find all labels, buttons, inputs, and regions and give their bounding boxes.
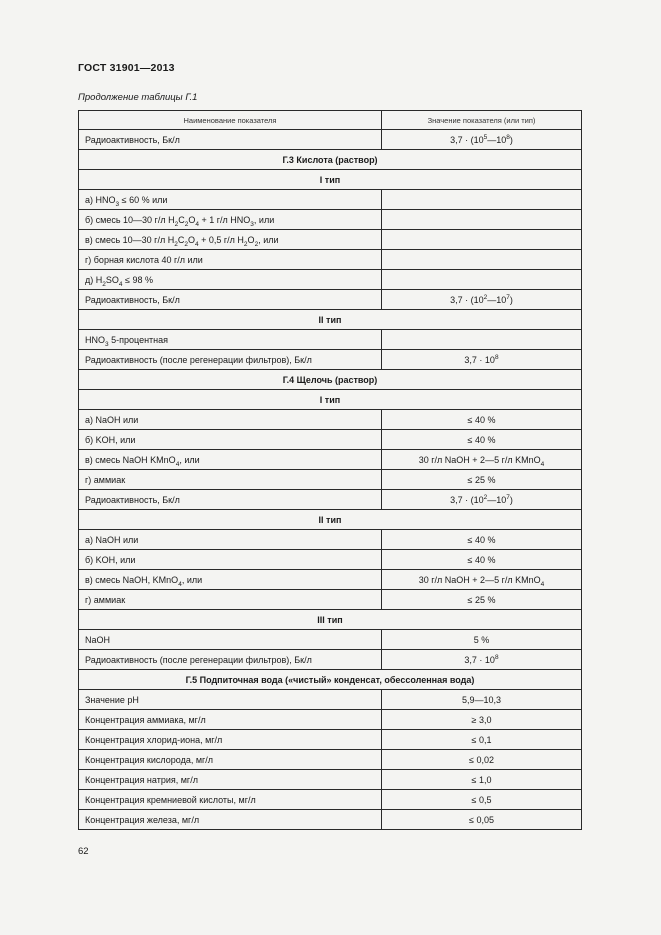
section-title: I тип: [79, 390, 582, 410]
indicator-value: ≥ 3,0: [382, 710, 582, 730]
table-section-row: [79, 150, 582, 170]
indicator-value: [382, 270, 582, 290]
indicator-value: ≤ 40 %: [382, 430, 582, 450]
section-title: Г.3 Кислота (раствор): [79, 150, 582, 170]
indicator-value: [382, 230, 582, 250]
indicator-value: ≤ 0,5: [382, 790, 582, 810]
indicator-name: в) смесь 10—30 г/л $H_2C_2O_4 + 0,5$ г/л $H_2O_2$, или: [79, 230, 382, 250]
section-title: Г.4 Щелочь (раствор): [79, 370, 582, 390]
indicator-name: Значение pH: [79, 690, 382, 710]
table-row: [79, 730, 582, 750]
indicator-name: Радиоактивность, Бк/л: [79, 490, 382, 510]
table-row: [79, 710, 582, 730]
indicator-name: д) $H_2SO_4 \le 98$ %: [79, 270, 382, 290]
table-section-row: [79, 390, 582, 410]
table-row: [79, 530, 582, 550]
table-header-row: [79, 111, 582, 130]
indicator-value: ≤ 40 %: [382, 530, 582, 550]
table-row: [79, 290, 582, 310]
indicator-value: ≤ 0,02: [382, 750, 582, 770]
table-row: [79, 550, 582, 570]
indicator-value: ≤ 0,1: [382, 730, 582, 750]
indicator-name: Концентрация железа, мг/л: [79, 810, 382, 830]
indicator-name: б) смесь 10—30 г/л $H_2C_2O_4 + 1$ г/л $HNO_3$, или: [79, 210, 382, 230]
table-section-row: [79, 170, 582, 190]
table-row: [79, 430, 582, 450]
table-row: [79, 190, 582, 210]
indicator-name: Радиоактивность, Бк/л: [79, 290, 382, 310]
section-title: II тип: [79, 310, 582, 330]
indicator-name: Радиоактивность (после регенерации фильтров), Бк/л: [79, 350, 382, 370]
table-row: [79, 230, 582, 250]
column-header-value: Значение показателя (или тип): [382, 111, 582, 130]
table-row: [79, 490, 582, 510]
indicator-name: г) аммиак: [79, 590, 382, 610]
indicator-value: $3,7 \cdot (10^2—10^7)$: [382, 290, 582, 310]
table-row: [79, 810, 582, 830]
column-header-name: Наименование показателя: [79, 111, 382, 130]
indicator-name: Концентрация хлорид-иона, мг/л: [79, 730, 382, 750]
table-row: [79, 410, 582, 430]
indicator-value: ≤ 0,05: [382, 810, 582, 830]
table-row: [79, 650, 582, 670]
table-row: [79, 350, 582, 370]
indicator-value: 30 г/л NaOH + 2—5 г/л KMnO$_4$: [382, 450, 582, 470]
indicator-value: $3,7 \cdot (10^5—10^8)$: [382, 130, 582, 150]
indicator-name: в) смесь NaOH, KMnO$_4$, или: [79, 570, 382, 590]
indicator-name: Концентрация кислорода, мг/л: [79, 750, 382, 770]
section-title: Г.5 Подпиточная вода («чистый» конденсат, обессоленная вода): [79, 670, 582, 690]
section-title: I тип: [79, 170, 582, 190]
table-row: [79, 130, 582, 150]
table-section-row: [79, 510, 582, 530]
indicator-value: [382, 250, 582, 270]
indicator-name: Радиоактивность (после регенерации фильтров), Бк/л: [79, 650, 382, 670]
page-number: 62: [78, 846, 89, 857]
table-row: [79, 470, 582, 490]
indicator-value: ≤ 1,0: [382, 770, 582, 790]
indicator-value: ≤ 40 %: [382, 550, 582, 570]
table-section-row: [79, 610, 582, 630]
table-row: [79, 590, 582, 610]
table-row: [79, 790, 582, 810]
indicator-value: 5,9—10,3: [382, 690, 582, 710]
indicator-value: ≤ 25 %: [382, 470, 582, 490]
document-header: ГОСТ 31901—2013: [78, 62, 175, 74]
table-row: [79, 330, 582, 350]
indicator-value: 30 г/л NaOH + 2—5 г/л KMnO$_4$: [382, 570, 582, 590]
table-row: [79, 250, 582, 270]
indicator-value: ≤ 25 %: [382, 590, 582, 610]
indicator-name: Концентрация натрия, мг/л: [79, 770, 382, 790]
indicator-value: [382, 190, 582, 210]
table-caption: Продолжение таблицы Г.1: [78, 92, 198, 103]
indicator-value: $3,7 \cdot 10^8$: [382, 650, 582, 670]
indicator-name: б) KOH, или: [79, 430, 382, 450]
indicator-name: Концентрация кремниевой кислоты, мг/л: [79, 790, 382, 810]
data-table: [78, 110, 582, 830]
table-row: [79, 450, 582, 470]
indicator-name: г) аммиак: [79, 470, 382, 490]
indicator-name: NaOH: [79, 630, 382, 650]
indicator-value: 5 %: [382, 630, 582, 650]
table-row: [79, 210, 582, 230]
indicator-name: б) KOH, или: [79, 550, 382, 570]
indicator-name: а) NaOH или: [79, 530, 382, 550]
indicator-value: ≤ 40 %: [382, 410, 582, 430]
table-row: [79, 770, 582, 790]
section-title: II тип: [79, 510, 582, 530]
indicator-name: а) $HNO_3 \le 60$ % или: [79, 190, 382, 210]
indicator-name: $HNO_3$ 5-процентная: [79, 330, 382, 350]
indicator-name: Концентрация аммиака, мг/л: [79, 710, 382, 730]
table-row: [79, 690, 582, 710]
indicator-value: [382, 210, 582, 230]
indicator-name: а) NaOH или: [79, 410, 382, 430]
table-row: [79, 630, 582, 650]
indicator-name: г) борная кислота 40 г/л или: [79, 250, 382, 270]
section-title: III тип: [79, 610, 582, 630]
table-section-row: [79, 670, 582, 690]
table-section-row: [79, 370, 582, 390]
table-section-row: [79, 310, 582, 330]
indicator-value: $3,7 \cdot (10^2—10^7)$: [382, 490, 582, 510]
indicator-value: $3,7 \cdot 10^8$: [382, 350, 582, 370]
indicator-name: Радиоактивность, Бк/л: [79, 130, 382, 150]
indicator-value: [382, 330, 582, 350]
table-row: [79, 570, 582, 590]
indicator-name: в) смесь NaOH KMnO$_4$, или: [79, 450, 382, 470]
table-row: [79, 270, 582, 290]
table-body: [79, 111, 582, 830]
table-row: [79, 750, 582, 770]
